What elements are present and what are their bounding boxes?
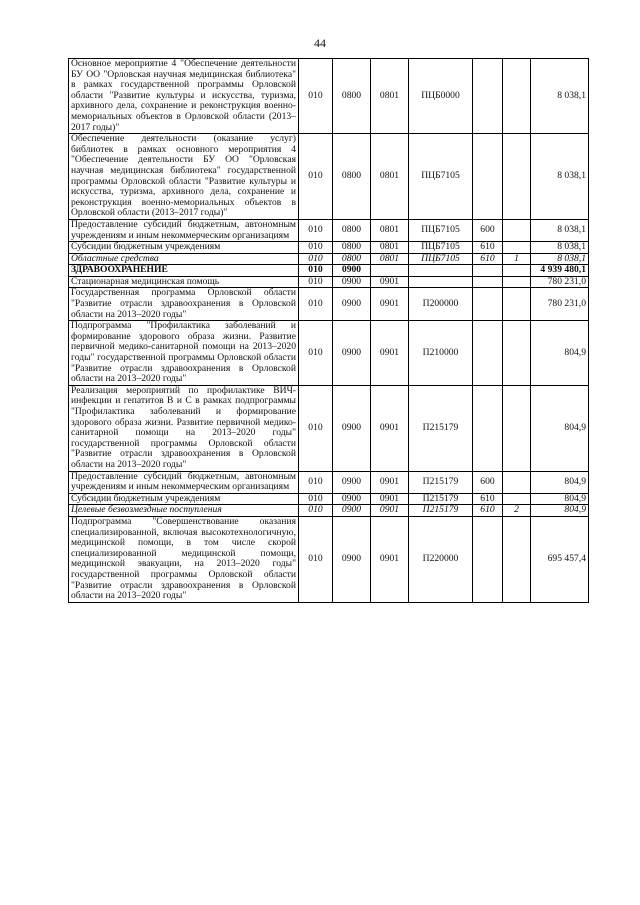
cell-grbs: 010 [299,253,333,265]
cell-grbs: 010 [299,505,333,517]
cell-source [503,385,531,471]
cell-target-article: П215179 [409,505,473,517]
cell-target-article: ПЦБ7105 [409,242,473,254]
table-row [69,134,589,220]
row-description: Субсидии бюджетным учреждениям [69,493,299,505]
cell-target-article [409,276,473,288]
table-row [69,59,589,134]
cell-subsection: 0901 [371,505,409,517]
cell-source: 2 [503,505,531,517]
cell-grbs: 010 [299,493,333,505]
cell-section: 0900 [333,516,371,602]
page-number: 44 [314,36,326,50]
cell-amount: 804,9 [531,493,589,505]
table-row [69,288,589,321]
row-description: Стационарная медицинская помощь [69,276,299,288]
cell-section: 0900 [333,265,371,277]
cell-subsection: 0901 [371,493,409,505]
cell-source [503,321,531,386]
row-description: Субсидии бюджетным учреждениям [69,242,299,254]
row-description: Подпрограмма "Совершенствование оказания специализированной, включая высокотехнологичную, медицинской помощи, в том числе скорой специализированной медицинской помощи, медицинской эвакуации, на 2013–2020 годы" государственной программы Орловской области "Развитие отрасли здравоохранения в Орловской области на 2013–2020 годы" [69,516,299,602]
cell-target-article: ПЦБ7105 [409,134,473,220]
cell-source: 1 [503,253,531,265]
table-row [69,516,589,602]
cell-subsection: 0901 [371,471,409,493]
cell-target-article: П220000 [409,516,473,602]
cell-expense-type [473,385,503,471]
cell-subsection: 0901 [371,288,409,321]
cell-section: 0800 [333,219,371,241]
cell-grbs: 010 [299,385,333,471]
cell-grbs: 010 [299,134,333,220]
cell-expense-type [473,288,503,321]
row-description: ЗДРАВООХРАНЕНИЕ [69,265,299,277]
cell-section: 0900 [333,288,371,321]
cell-subsection: 0801 [371,219,409,241]
cell-section: 0900 [333,505,371,517]
table-row [69,385,589,471]
cell-grbs: 010 [299,265,333,277]
cell-subsection: 0901 [371,321,409,386]
cell-source [503,265,531,277]
cell-subsection [371,265,409,277]
cell-target-article: П215179 [409,471,473,493]
cell-source [503,134,531,220]
cell-grbs: 010 [299,276,333,288]
cell-source [503,288,531,321]
cell-expense-type: 610 [473,505,503,517]
cell-source [503,493,531,505]
cell-expense-type: 610 [473,493,503,505]
cell-source [503,471,531,493]
cell-source [503,516,531,602]
cell-subsection: 0801 [371,134,409,220]
table-row [69,253,589,265]
cell-amount: 804,9 [531,321,589,386]
cell-grbs: 010 [299,219,333,241]
row-description: Подпрограмма "Профилактика заболеваний и формирование здорового образа жизни. Развитие первичной медико-санитарной помощи на 2013–2020 годы" государственной программы Орловской области "Развитие отрасли здравоохранения в Орловской области на 2013–2020 годы" [69,321,299,386]
cell-expense-type [473,134,503,220]
cell-expense-type [473,321,503,386]
table-row [69,219,589,241]
cell-source [503,219,531,241]
cell-subsection: 0801 [371,253,409,265]
table-row [69,265,589,277]
table-row [69,321,589,386]
row-description: Основное мероприятие 4 "Обеспечение деятельности БУ ОО "Орловская научная медицинская библиотека" в рамках государственной программы Орловской области "Развитие культуры и искусства, туризма, архивного дела, сохранение и реконструкция военно-мемориальных объектов в Орловской области (2013–2017 годы)" [69,59,299,134]
cell-grbs: 010 [299,288,333,321]
cell-target-article: ПЦБ7105 [409,219,473,241]
cell-expense-type [473,516,503,602]
table-row [69,276,589,288]
cell-expense-type [473,59,503,134]
cell-subsection: 0801 [371,59,409,134]
cell-subsection: 0901 [371,276,409,288]
cell-expense-type [473,265,503,277]
cell-expense-type: 610 [473,242,503,254]
row-description: Обеспечение деятельности (оказание услуг) библиотек в рамках основного мероприятия 4 "Обеспечение деятельности БУ ОО "Орловская научная медицинская библиотека" государственной программы Орловской области "Развитие культуры и искусства, туризма, архивного дела, сохранение и реконструкция военно-мемориальных объектов в Орловской области (2013–2017 годы)" [69,134,299,220]
budget-table [68,58,589,603]
row-description: Реализация мероприятий по профилактике ВИЧ-инфекции и гепатитов В и С в рамках подпрограммы "Профилактика заболеваний и формирование здорового образа жизни. Развитие первичной медико-санитарной помощи на 2013–2020 годы" государственной программы Орловской области "Развитие отрасли здравоохранения в Орловской области на 2013–2020 годы" [69,385,299,471]
cell-section: 0900 [333,385,371,471]
cell-source [503,276,531,288]
cell-subsection: 0801 [371,242,409,254]
cell-amount: 695 457,4 [531,516,589,602]
cell-section: 0900 [333,276,371,288]
cell-target-article: ПЦБ7105 [409,253,473,265]
row-description: Предоставление субсидий бюджетным, автономным учреждениям и иным некоммерческим организациям [69,219,299,241]
row-description: Предоставление субсидий бюджетным, автономным учреждениям и иным некоммерческим организациям [69,471,299,493]
cell-amount: 8 038,1 [531,219,589,241]
table-row [69,471,589,493]
cell-section: 0800 [333,253,371,265]
row-description: Целевые безвозмездные поступления [69,505,299,517]
cell-grbs: 010 [299,471,333,493]
cell-subsection: 0901 [371,516,409,602]
cell-expense-type [473,276,503,288]
cell-amount: 8 038,1 [531,253,589,265]
cell-target-article: ПЦБ0000 [409,59,473,134]
cell-section: 0900 [333,493,371,505]
cell-expense-type: 610 [473,253,503,265]
cell-target-article: П215179 [409,493,473,505]
cell-amount: 8 038,1 [531,242,589,254]
cell-target-article [409,265,473,277]
cell-amount: 4 939 480,1 [531,265,589,277]
cell-grbs: 010 [299,516,333,602]
cell-section: 0900 [333,471,371,493]
row-description: Областные средства [69,253,299,265]
cell-amount: 8 038,1 [531,59,589,134]
cell-section: 0800 [333,242,371,254]
table-row [69,493,589,505]
cell-target-article: П210000 [409,321,473,386]
cell-grbs: 010 [299,59,333,134]
cell-section: 0800 [333,59,371,134]
table-row [69,242,589,254]
cell-amount: 8 038,1 [531,134,589,220]
table-row [69,505,589,517]
cell-amount: 780 231,0 [531,288,589,321]
cell-target-article: П215179 [409,385,473,471]
cell-target-article: П200000 [409,288,473,321]
row-description: Государственная программа Орловской области "Развитие отрасли здравоохранения в Орловской области на 2013–2020 годы" [69,288,299,321]
cell-amount: 804,9 [531,505,589,517]
cell-section: 0800 [333,134,371,220]
cell-grbs: 010 [299,242,333,254]
cell-amount: 804,9 [531,471,589,493]
cell-expense-type: 600 [473,219,503,241]
cell-subsection: 0901 [371,385,409,471]
cell-grbs: 010 [299,321,333,386]
cell-section: 0900 [333,321,371,386]
cell-amount: 780 231,0 [531,276,589,288]
cell-source [503,242,531,254]
cell-expense-type: 600 [473,471,503,493]
cell-amount: 804,9 [531,385,589,471]
cell-source [503,59,531,134]
